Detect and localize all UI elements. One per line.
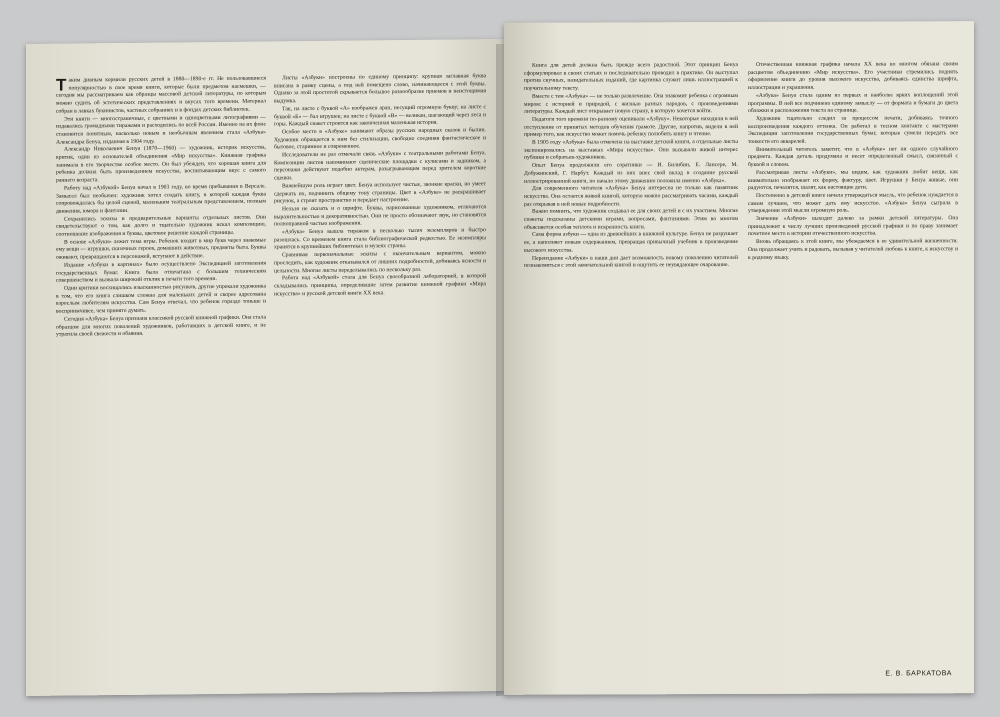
paragraph: Сама форма азбуки — одна из древнейших в книжной культуре. Бенуа не разрушает ее, а наполняет новым содержанием, превращая привычный учебник в произведение высокого искусства.	[524, 231, 738, 254]
paragraph: Постепенно в детской книге начала утверждаться мысль, что ребенок нуждается в самом лучшем, что может дать ему искусство. «Азбука» Бенуа сыграла в утверждении этой мысли огромную роль.	[748, 192, 958, 215]
paragraph: Для современного читателя «Азбука» Бенуа интересна не только как памятник искусства. Она остается живой книгой, которую можно рассматривать часами, каждый раз открывая в ней новые подробности.	[524, 185, 738, 208]
paragraph: «Азбука» Бенуа вышла тиражом в несколько тысяч экземпляров и быстро разошлась. Со временем книга стала библиографической редкостью. Ее экземпляры хранятся в крупнейших библиотеках и музеях страны.	[274, 227, 486, 251]
paragraph: аким дивным кормили русских детей в 1880—1890-е гг. Не пользовавшиеся популярностью в свое время книги, которые были предметом насмешки, — сегодня мы рассматриваем как образцы массовой детской литературы, по которым можно судить об эстетических представлениях и вкусах того времени. Материал собран в лавках букинистов, частных собраниях и в фондах детских библиотек.	[56, 75, 266, 115]
paragraph: Сравнивая первоначальные эскизы с окончательным вариантом, можно проследить, как художник отказывался от лишних подробностей, добиваясь ясности и цельности. Многие листы переделывались по нескольку раз.	[274, 250, 486, 274]
paragraph: Особое место в «Азбуке» занимают образы русских народных сказок и былин. Художник обращается к ним без стилизации, свободно соединяя фантастическое и бытовое, старинное и современное.	[274, 127, 486, 151]
paragraph: Листы «Азбуки» построены по единому принципу: крупная заглавная буква вписана в рамку сцены, а под ней помещено слово, начинающееся с этой буквы. Однако за этой простотой скрывается большое разнообразие приемов и неистощимая выдумка.	[274, 73, 486, 105]
paragraph: Вновь обращаясь к этой книге, мы убеждаемся в ее удивительной жизненности. Она продолжает учить и радовать, вызывая у читателей любовь к книге, к искусству и к родному языку.	[748, 238, 958, 261]
paragraph: Эти книги — многостраничные, с цветными и одноцветными литографиями — издавались громадными тиражами и расходились по всей России. Именно на их фоне становится понятным, насколько новым и необычным явлением стала «Азбука» Александра Бенуа, изданная в 1904 году.	[56, 114, 266, 146]
paragraph: Одни критики восхищались изысканностью рисунков, другие упрекали художника в том, что его книга слишком сложна для маленьких детей и скорее адресована взрослым любителям искусства. Сам Бенуа отвечал, что ребенок гораздо тоньше и восприимчивее, чем принято думать.	[56, 283, 266, 315]
right-page	[504, 21, 974, 695]
paragraph: Так, на листе с буквой «А» изображен арап, несущий огромную букву; на листе с буквой «Б» — бал игрушек; на листе с буквой «В» — великан, шагающий через леса и горы. Каждый сюжет строится как законченная маленькая история.	[274, 103, 486, 128]
paragraph: Александр Николаевич Бенуа (1870—1960) — художник, историк искусства, критик, один из основателей объединения «Мир искусства». Книжная графика занимала в его творчестве особое место. Он был убежден, что хорошая книга для ребенка должна быть произведением искусства, воспитывающим вкус с самого раннего возраста.	[56, 144, 266, 184]
paragraph: В 1905 году «Азбука» была отмечена на выставке детской книги, а отдельные листы экспонировались на выставках «Мира искусства». Они вызывали живой интерес публики и собратьев-художников.	[524, 139, 738, 162]
paragraph: Переиздание «Азбуки» в наши дни дает возможность новому поколению читателей познакомиться с этой замечательной книгой и ощутить ее неувядающее очарование.	[524, 254, 738, 270]
paragraph: Художник тщательно следил за процессом печати, добиваясь точного воспроизведения каждого оттенка. Он работал в тесном контакте с мастерами Экспедиции заготовления государственных бумаг, которые сумели передать все тонкости его акварелей.	[748, 115, 958, 145]
paragraph: «Азбука» Бенуа стала одним из первых и наиболее ярких воплощений этой программы. В ней все подчинено единому замыслу — от формата и бумаги до цвета обложки и расположения текста на странице.	[748, 92, 958, 115]
left-page	[26, 39, 504, 696]
paragraph: Опыт Бенуа продолжили его соратники — И. Билибин, Е. Лансере, М. Добужинский, Г. Нарбут. Каждый из них внес свой вклад в создание русской иллюстрированной книги, но начало этому движению положила именно «Азбука».	[524, 162, 738, 185]
article-column-3	[524, 62, 738, 665]
paragraph: Работу над «Азбукой» Бенуа начал в 1903 году, во время пребывания в Версале. Замысел был необычен: художник хотел создать книгу, в которой каждая буква сопровождалась бы целой сценой, маленьким театральным представлением, полным движения, юмора и фантазии.	[56, 183, 266, 215]
paragraph: Педагоги того времени по-разному оценивали «Азбуку». Некоторые находили в ней отступление от принятых методов обучения грамоте. Другие, напротив, видели в ней пример того, как искусство может помочь ребенку полюбить книгу и чтение.	[524, 115, 738, 139]
paragraph: Книга для детей должна быть прежде всего радостной. Этот принцип Бенуа сформулировал в своих статьях и последовательно проводил в практике. Он выступал против скучных, назидательных изданий, где картинка служит лишь иллюстрацией к поучительному тексту.	[524, 62, 738, 92]
paragraph: Вместе с тем «Азбука» — не только развлечение. Она знакомит ребенка с огромным миром: с историей и природой, с жизнью разных народов, с произведениями литературы. Каждый лист открывает новую страну, в которую хочется войти.	[524, 92, 738, 115]
paragraph: Значение «Азбуки» выходит далеко за рамки детской литературы. Она принадлежит к числу лучших произведений русской графики и по праву занимает почетное место в истории отечественного искусства.	[748, 215, 958, 238]
paragraph: Рассматривая листы «Азбуки», мы видим, как художник любит вещи, как внимательно изображает их форму, фактуру, цвет. Игрушки у Бенуа живые, они радуются, печалятся, шалят, как настоящие дети.	[748, 169, 958, 192]
paragraph: Исследователи не раз отмечали связь «Азбуки» с театральными работами Бенуа. Композиции листов напоминают сценические площадки с кулисами и задником, а персонажи действуют подобно актерам, разыгрывающим перед зрителем короткие сценки.	[274, 150, 486, 182]
author-signature: Е. В. БАРКАТОВА	[885, 670, 952, 678]
paragraph: Работа над «Азбукой» стала для Бенуа своеобразной лабораторией, в которой складывались принципы, определившие затем развитие книжной графики «Мира искусства» и русской детской книги XX века.	[274, 273, 486, 298]
paragraph: Издание «Азбуки в картинах» было осуществлено Экспедицией заготовления государственных бумаг. Книга была отпечатана с большим техническим совершенством и вызвала широкий отклик в печати того времени.	[56, 260, 266, 284]
article-column-4	[748, 61, 958, 664]
paragraph: Важно помнить, что художник создавал ее для своих детей и с их участием. Многие сюжеты подсказаны детскими играми, вопросами, фантазиями. Этим во многом объясняется особая теплота и искренность книги.	[524, 208, 738, 231]
paragraph: Отечественная книжная графика начала XX века во многом обязана своим расцветом объединению «Мир искусства». Его участники стремились поднять оформление книги до уровня высокого искусства, добиваясь единства шрифта, иллюстрации и украшения.	[748, 61, 958, 92]
paragraph: Важнейшую роль играет цвет. Бенуа использует чистые, звонкие краски, но умеет сдержать их, подчинить общему тону страницы. Цвет в «Азбуке» не раскрашивает рисунок, а строит пространство и передает настроение.	[274, 181, 486, 205]
paragraph: Сегодня «Азбука» Бенуа признана классикой русской книжной графики. Она стала образцом для многих поколений художников, работавших в детской книге, и не утратила своей свежести и обаяния.	[56, 314, 266, 338]
paragraph: Сохранились эскизы и предварительные варианты отдельных листов. Они свидетельствуют о том, как долго и тщательно художник искал композицию, соотношение изображения и буквы, цветовое решение каждой страницы.	[56, 214, 266, 238]
paragraph: Нельзя не сказать и о шрифте. Буквы, нарисованные художником, отличаются выразительностью и декоративностью. Они не просто обозначают звук, но становятся полноправной частью изображения.	[274, 204, 486, 228]
paragraph: В основе «Азбуки» лежит тема игры. Ребенок входит в мир букв через знакомые ему вещи — игрушки, сказочных героев, домашних животных, предметы быта. Буквы оживают, превращаются в персонажей, вступают в действие.	[56, 237, 266, 261]
article-column-1	[56, 75, 266, 665]
magazine-spread	[18, 44, 982, 696]
article-column-2	[274, 73, 486, 663]
drop-cap: Т	[56, 75, 67, 95]
paragraph: Внимательный читатель заметит, что в «Азбуке» нет ни одного случайного предмета. Каждая деталь продумана и несет определенный смысл, связанный с буквой и словом.	[748, 145, 958, 169]
